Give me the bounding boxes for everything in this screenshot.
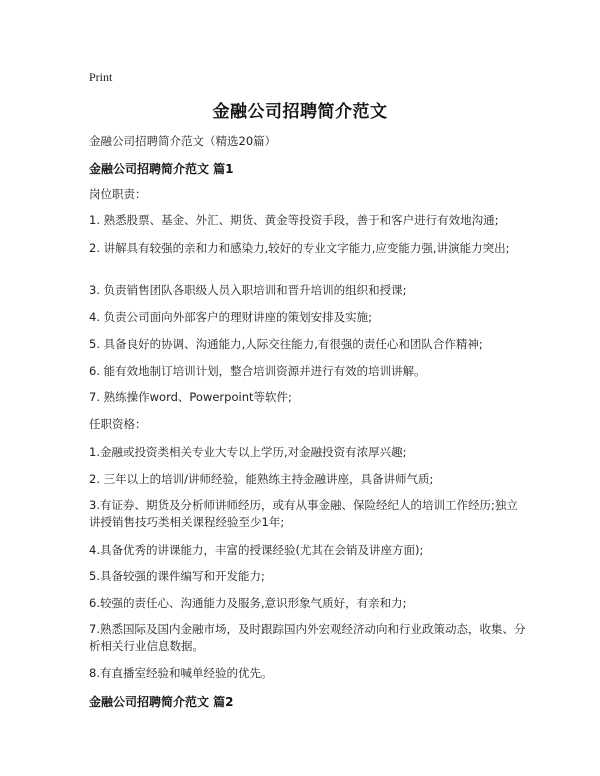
qualification-item: 1.金融或投资类相关专业大专以上学历,对金融投资有浓厚兴趣; [89,445,407,459]
qualifications-label: 任职资格： [89,417,147,431]
duties-label: 岗位职责： [89,187,147,201]
qualification-item: 6.较强的责任心、沟通能力及服务,意识形象气质好，有亲和力; [89,596,407,610]
print-link[interactable]: Print [89,70,113,84]
duty-item: 6. 能有效地制订培训计划，整合培训资源并进行有效的培训讲解。 [89,364,426,378]
qualification-item: 3.有证券、期货及分析师讲师经历，或有从事金融、保险经纪人的培训工作经历;独立讲授销售技巧类相关课程经验至少1年; [89,498,518,529]
duty-item: 1. 熟悉股票、基金、外汇、期货、黄金等投资手段，善于和客户进行有效地沟通; [89,213,499,227]
duty-item: 2. 讲解具有较强的亲和力和感染力,较好的专业文字能力,应变能力强,讲演能力突出; [89,241,510,255]
duty-item: 5. 具备良好的协调、沟通能力,人际交往能力,有很强的责任心和团队合作精神; [89,337,483,351]
duty-item: 4. 负责公司面向外部客户的理财讲座的策划安排及实施; [89,310,372,324]
intro-text: 金融公司招聘简介范文（精选20篇） [89,134,277,148]
duty-item: 7. 熟练操作word、Powerpoint等软件; [89,390,292,404]
page-title: 金融公司招聘简介范文 [212,102,388,122]
section-heading-1: 金融公司招聘简介范文 篇1 [89,162,234,176]
qualification-item: 2. 三年以上的培训/讲师经验，能熟练主持金融讲座，具备讲师气质; [89,472,434,486]
qualification-item: 4.具备优秀的讲课能力，丰富的授课经验(尤其在会销及讲座方面); [89,543,424,557]
duty-item: 3. 负责销售团队各职级人员入职培训和晋升培训的组织和授课; [89,283,407,297]
qualification-item: 8.有直播室经验和喊单经验的优先。 [89,666,273,680]
qualification-item: 5.具备较强的课件编写和开发能力; [89,569,265,583]
section-heading-2: 金融公司招聘简介范文 篇2 [89,695,234,709]
qualification-item: 7.熟悉国际及国内金融市场，及时跟踪国内外宏观经济动向和行业政策动态，收集、分析相关行业信息数据。 [89,622,526,653]
